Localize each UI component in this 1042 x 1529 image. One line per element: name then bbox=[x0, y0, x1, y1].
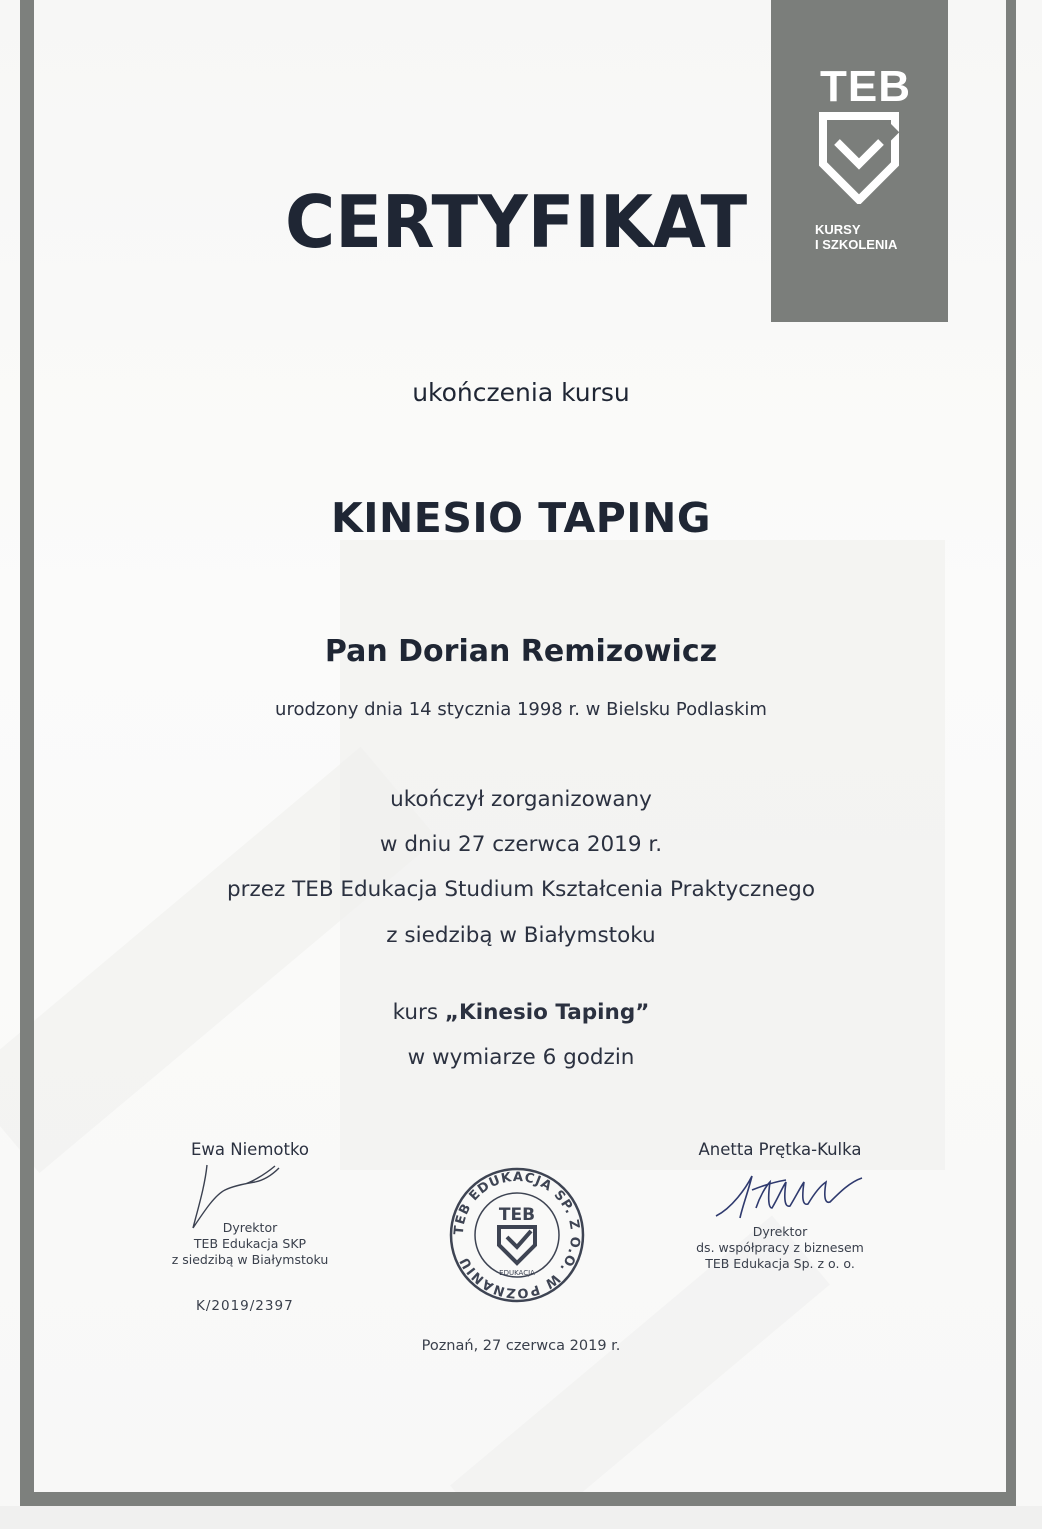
signatory-location: z siedzibą w Białymstoku bbox=[171, 1252, 329, 1267]
signatory-name: Anetta Prętka-Kulka bbox=[698, 1140, 862, 1159]
document-number: K/2019/2397 bbox=[196, 1298, 294, 1314]
signatory-role: Dyrektor bbox=[752, 1224, 808, 1239]
course-name: KINESIO TAPING bbox=[330, 494, 712, 542]
body-line: przez TEB Edukacja Studium Kształcenia Praktycznego bbox=[227, 877, 815, 902]
signatory-organization: TEB Edukacja SKP bbox=[193, 1236, 307, 1251]
recipient-name: Pan Dorian Remizowicz bbox=[324, 634, 718, 669]
course-duration: w wymiarze 6 godzin bbox=[407, 1045, 635, 1070]
logo-tagline-1: KURSY bbox=[815, 222, 861, 237]
body-line: w dniu 27 czerwca 2019 r. bbox=[379, 832, 663, 857]
place-and-date: Poznań, 27 czerwca 2019 r. bbox=[421, 1338, 621, 1354]
logo-brand-text: TEB bbox=[820, 62, 911, 111]
svg-text:TEB EDUKACJA SP. Z O.O. W POZN bbox=[452, 1170, 582, 1300]
stamp-small-text: EDUKACJA bbox=[499, 1269, 535, 1277]
certificate-title: CERTYFIKAT bbox=[285, 180, 748, 264]
stamp-ring-text: TEB EDUKACJA SP. Z O.O. W POZNANIU bbox=[451, 1169, 583, 1301]
shield-check-icon bbox=[819, 112, 899, 204]
body-line: z siedzibą w Białymstoku bbox=[386, 923, 656, 948]
birth-info: urodzony dnia 14 stycznia 1998 r. w Bielsku Podlaskim bbox=[275, 699, 767, 720]
signatory-department: ds. współpracy z biznesem bbox=[696, 1240, 864, 1255]
signature-role-right bbox=[670, 1224, 890, 1272]
signatory-organization: TEB Edukacja Sp. z o. o. bbox=[705, 1256, 855, 1271]
paper-edge bbox=[0, 1506, 1042, 1529]
signature-block-left bbox=[150, 1140, 350, 1159]
signatory-name: Ewa Niemotko bbox=[190, 1140, 310, 1159]
signature-block-right bbox=[670, 1140, 890, 1159]
signature-role-left bbox=[150, 1220, 350, 1268]
teb-logo bbox=[771, 0, 948, 322]
official-stamp bbox=[447, 1165, 587, 1305]
stamp-center-text: TEB bbox=[498, 1205, 536, 1225]
signatory-role: Dyrektor bbox=[222, 1220, 278, 1235]
course-quoted: „Kinesio Taping” bbox=[444, 1000, 650, 1025]
certificate-subtitle: ukończenia kursu bbox=[412, 378, 630, 407]
handwritten-signature bbox=[712, 1168, 872, 1228]
course-line bbox=[0, 1000, 1042, 1025]
body-line: ukończył zorganizowany bbox=[390, 787, 652, 812]
course-prefix: kurs bbox=[392, 1000, 439, 1025]
logo-tagline-2: I SZKOLENIA bbox=[815, 237, 898, 252]
